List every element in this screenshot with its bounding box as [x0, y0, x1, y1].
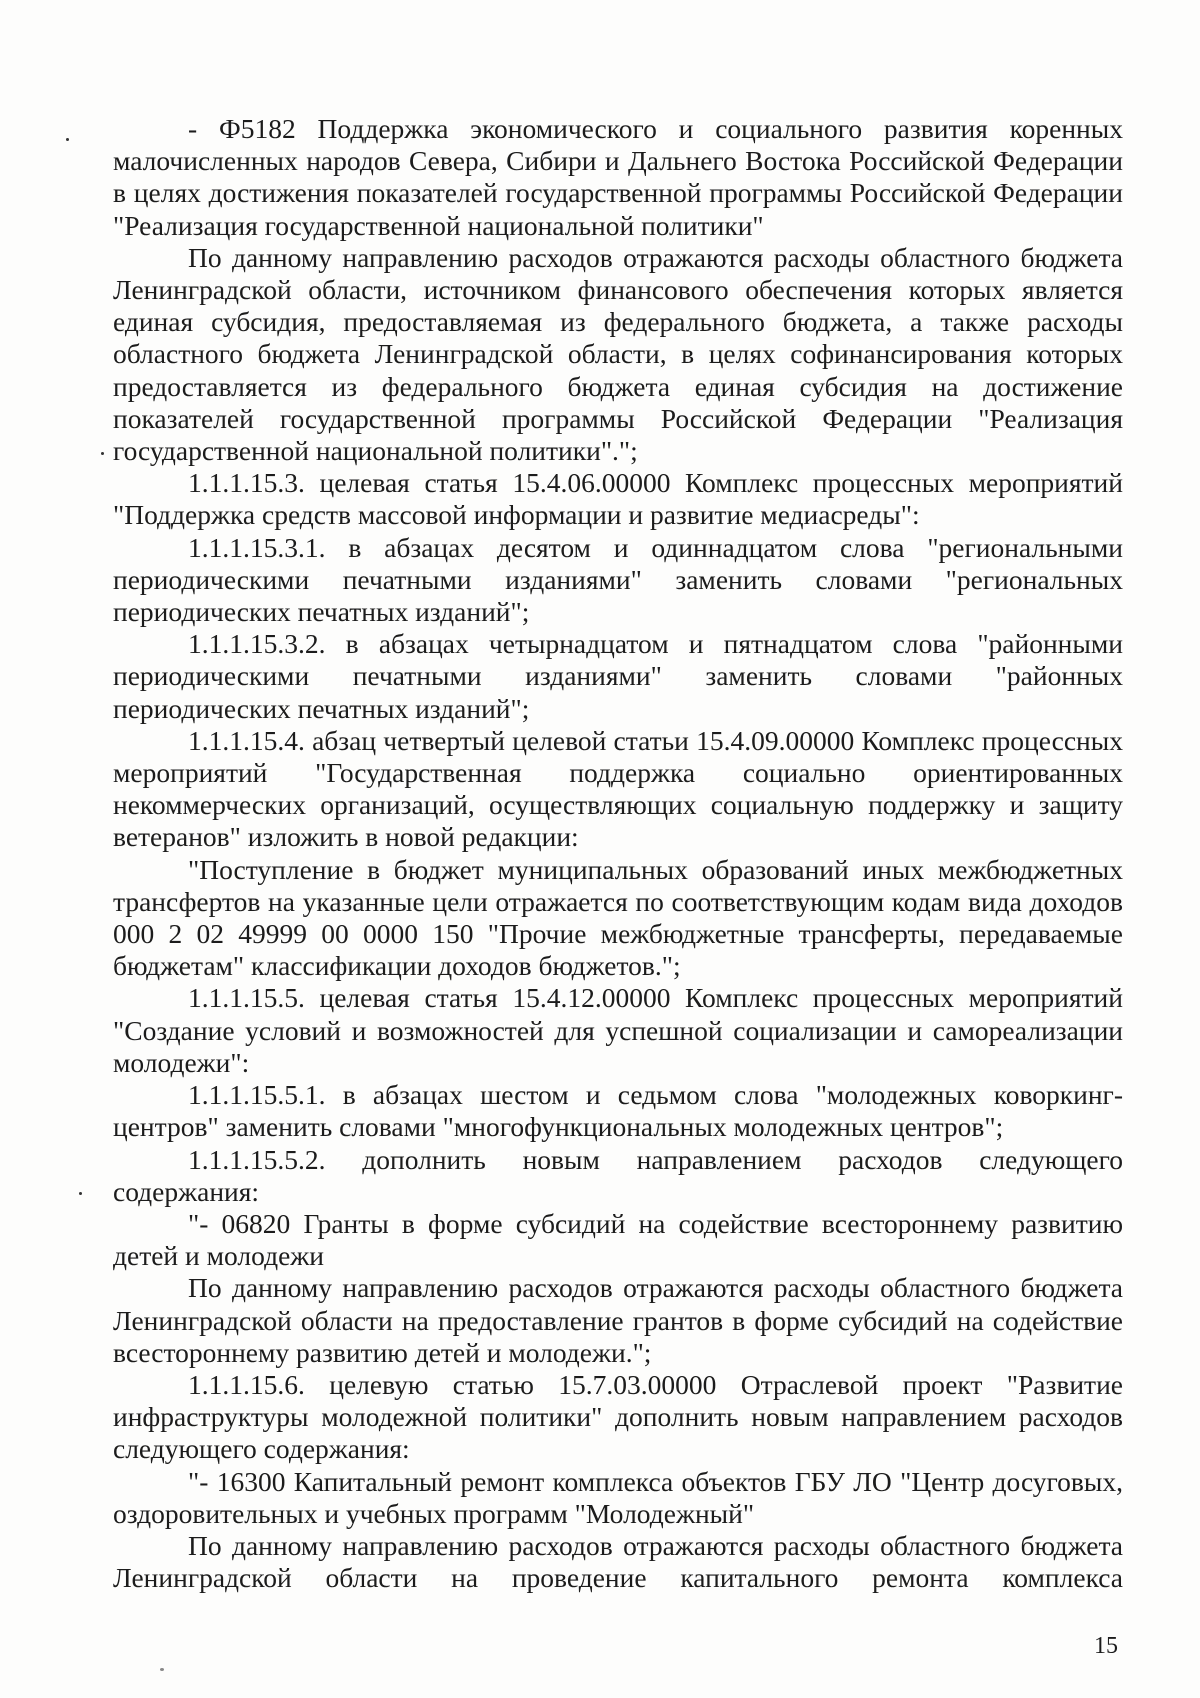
document-body: [113, 113, 1123, 1594]
paragraph-new-wording: "Поступление в бюджет муниципальных образований иных межбюджетных трансфертов на указанные цели отражается по соответствующим кодам вида доходов 000 2 02 49999 00 0000 150 "Прочие межбюджетные трансферты, передаваемые бюджетам" классификации доходов бюджетов.";: [113, 853, 1123, 982]
paragraph-1-1-1-15-5-2: 1.1.1.15.5.2. дополнить новым направлением расходов следующего содержания:: [113, 1143, 1123, 1207]
scan-speck: [160, 1668, 164, 1671]
page-number: 15: [1094, 1633, 1118, 1659]
scan-speck: [101, 452, 104, 455]
paragraph-06820-description: По данному направлению расходов отражаются расходы областного бюджета Ленинградской области на предоставление грантов в форме субсидий на содействие всестороннему развитию детей и молодежи.";: [113, 1272, 1123, 1368]
scan-speck: [79, 1192, 82, 1195]
paragraph-f5182: - Ф5182 Поддержка экономического и социального развития коренных малочисленных народов Севера, Сибири и Дальнего Востока Российской Федерации в целях достижения показателей государственной программы Российской Федерации "Реализация государственной национальной политики": [113, 113, 1123, 241]
paragraph-1-1-1-15-4: 1.1.1.15.4. абзац четвертый целевой статьи 15.4.09.00000 Комплекс процессных мероприятий "Государственная поддержка социально ориентированных некоммерческих организаций, осуществляющих социальную поддержку и защиту ветеранов" изложить в новой редакции:: [113, 724, 1123, 853]
paragraph-1-1-1-15-6: 1.1.1.15.6. целевую статью 15.7.03.00000 Отраслевой проект "Развитие инфраструктуры молодежной политики" дополнить новым направлением расходов следующего содержания:: [113, 1368, 1123, 1465]
paragraph-1-1-1-15-5-1: 1.1.1.15.5.1. в абзацах шестом и седьмом слова "молодежных коворкинг-центров" заменить словами "многофункциональных молодежных центров";: [113, 1079, 1123, 1143]
paragraph-16300: "- 16300 Капитальный ремонт комплекса объектов ГБУ ЛО "Центр досуговых, оздоровительных и учебных программ "Молодежный": [113, 1465, 1123, 1529]
paragraph-f5182-description: По данному направлению расходов отражаются расходы областного бюджета Ленинградской области, источником финансового обеспечения которых является единая субсидия, предоставляемая из федерального бюджета, а также расходы областного бюджета Ленинградской области, в целях софинансирования которых предоставляется из федерального бюджета единая субсидия на достижение показателей государственной программы Российской Федерации "Реализация государственной национальной политики".";: [113, 241, 1123, 467]
paragraph-1-1-1-15-3-2: 1.1.1.15.3.2. в абзацах четырнадцатом и пятнадцатом слова "районными периодическими печатными изданиями" заменить словами "районных периодических печатных изданий";: [113, 628, 1123, 724]
paragraph-1-1-1-15-3: 1.1.1.15.3. целевая статья 15.4.06.00000 Комплекс процессных мероприятий "Поддержка средств массовой информации и развитие медиасреды":: [113, 467, 1123, 531]
paragraph-16300-description: По данному направлению расходов отражаются расходы областного бюджета Ленинградской области на проведение капитального ремонта комплекса: [113, 1529, 1123, 1594]
paragraph-1-1-1-15-5: 1.1.1.15.5. целевая статья 15.4.12.00000 Комплекс процессных мероприятий "Создание условий и возможностей для успешной социализации и самореализации молодежи":: [113, 982, 1123, 1078]
paragraph-1-1-1-15-3-1: 1.1.1.15.3.1. в абзацах десятом и одиннадцатом слова "региональными периодическими печатными изданиями" заменить словами "региональных периодических печатных изданий";: [113, 531, 1123, 628]
paragraph-06820: "- 06820 Гранты в форме субсидий на содействие всестороннему развитию детей и молодежи: [113, 1207, 1123, 1272]
scan-speck: [66, 138, 69, 141]
